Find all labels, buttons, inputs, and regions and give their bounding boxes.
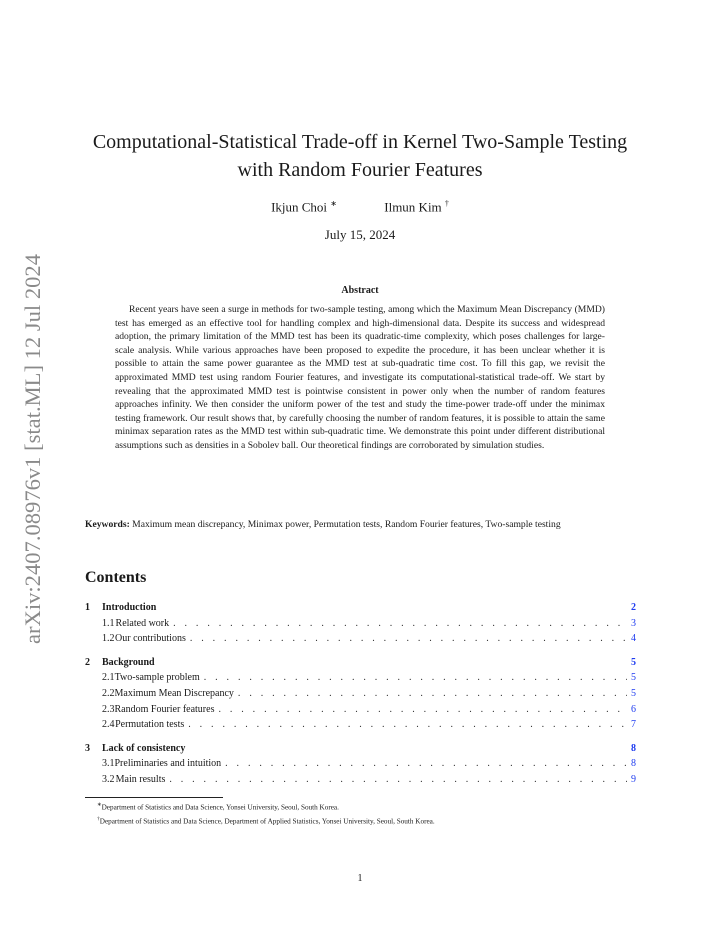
toc-title: Maximum Mean Discrepancy [114,687,234,699]
page-number: 1 [357,873,363,884]
author-mark: ∗ [330,199,337,208]
toc-page-link[interactable]: 6 [631,703,636,715]
toc-entry[interactable] [85,616,636,632]
toc-entry[interactable] [85,741,636,757]
footnote-mark: † [97,815,100,822]
paper-date: July 15, 2024 [324,227,396,242]
abstract-heading: Abstract [341,285,379,296]
author-mark: † [444,199,449,208]
footnote-divider [85,797,223,798]
footnote [97,800,637,814]
toc-title: Preliminaries and intuition [114,758,222,770]
toc-leader [188,717,627,733]
toc-page-link[interactable]: 7 [631,719,636,731]
toc-entry[interactable] [85,670,636,686]
toc-title: Introduction [102,602,157,613]
toc-entry[interactable] [85,655,636,671]
toc-title: Permutation tests [115,719,185,731]
toc-leader [218,702,627,718]
toc-title: Lack of consistency [102,742,186,754]
toc-page-link[interactable]: 5 [631,687,636,699]
toc-number: 3.2 [102,773,115,785]
author-name: Ikjun Choi [271,199,328,215]
toc-title: Background [102,656,155,668]
toc-title: Random Fourier features [114,703,215,715]
toc-number: 2.4 [102,719,115,731]
author-2 [384,199,449,215]
contents-heading: Contents [85,569,147,586]
toc-entry[interactable] [85,756,636,772]
keywords-label: Keywords: [85,519,130,530]
keywords [85,518,637,532]
toc-number: 3.1 [102,758,115,770]
toc-entry[interactable] [85,717,636,733]
toc-page-link[interactable]: 4 [631,633,636,645]
title-line-2: with Random Fourier Features [237,159,483,181]
author-list [60,199,660,215]
author-name: Ilmun Kim [384,199,442,215]
toc-page-link[interactable]: 9 [631,773,636,785]
toc-page-link[interactable]: 3 [631,617,636,629]
footnote-mark: ∗ [97,802,102,808]
toc-number: 1.2 [102,633,115,645]
toc-leader [238,686,627,702]
toc-leader [173,616,627,632]
toc-title: Related work [115,617,170,629]
title-line-1: Computational-Statistical Trade-off in Kernel Two-Sample Testing [92,131,628,153]
toc-title: Main results [115,773,166,785]
toc-page-link[interactable]: 5 [631,656,636,668]
toc-leader [190,631,627,647]
toc-number: 1.1 [102,617,115,629]
toc-number: 3 [85,742,90,754]
footnotes [97,800,637,828]
toc-entry[interactable] [85,702,636,718]
table-of-contents [85,600,636,788]
toc-number: 1 [85,602,90,613]
toc-entry[interactable] [85,772,636,788]
toc-leader [204,670,627,686]
toc-number: 2.1 [102,672,115,684]
keywords-text: Maximum mean discrepancy, Minimax power, Permutation tests, Random Fourier features, Two-sample testing [132,519,561,530]
toc-number: 2.3 [102,703,115,715]
toc-page-link[interactable]: 5 [631,672,636,684]
toc-title: Two-sample problem [114,672,200,684]
footnote-text: Department of Statistics and Data Science, Department of Applied Statistics, Yonsei University, Seoul, South Korea. [99,817,435,826]
footnote [97,814,637,828]
toc-leader [225,756,627,772]
toc-entry[interactable] [85,631,636,647]
arxiv-stamp-text: arXiv:2407.08976v1 [stat.ML] 12 Jul 2024 [20,263,45,644]
toc-number: 2.2 [102,687,115,699]
toc-title: Our contributions [115,633,186,645]
toc-entry[interactable] [85,600,636,616]
toc-entry[interactable] [85,686,636,702]
paper-title [60,128,660,184]
toc-leader [169,772,627,788]
toc-number: 2 [85,656,90,668]
abstract-body: Recent years have seen a surge in methods for two-sample testing, among which the Maximum Mean Discrepancy (MMD) test has emerged as an effective tool for handling complex and high-dimensional data. Despite its success and widespread adoption, the primary limitation of the MMD test has been its quadratic-time complexity, which poses challenges for large-scale analysis. While various approaches have been proposed to expedite the procedure, it has been unclear whether it is possible to attain the same power guarantee as the MMD test at sub-quadratic time cost. To fill this gap, we revisit the approximated MMD test using random Fourier features, and investigate its computational-statistical trade-off. We start by revealing that the approximated MMD test is pointwise consistent in power only when the number of random features approaches infinity. We then consider the uniform power of the test and study the time-power trade-off under the minimax testing framework. Our result shows that, by carefully choosing the number of random features, it is possible to attain the same minimax separation rates as the MMD test within sub-quadratic time. We demonstrate this point under different distributional assumptions such as densities in a Sobolev ball. Our theoretical findings are corroborated by simulation studies. [115,304,605,451]
toc-page-link[interactable]: 8 [631,758,636,770]
footnote-text: Department of Statistics and Data Science, Yonsei University, Seoul, South Korea. [101,803,339,812]
toc-page-link[interactable]: 2 [631,602,636,613]
author-1 [271,199,337,215]
toc-page-link[interactable]: 8 [631,742,636,754]
arxiv-stamp [18,252,48,644]
